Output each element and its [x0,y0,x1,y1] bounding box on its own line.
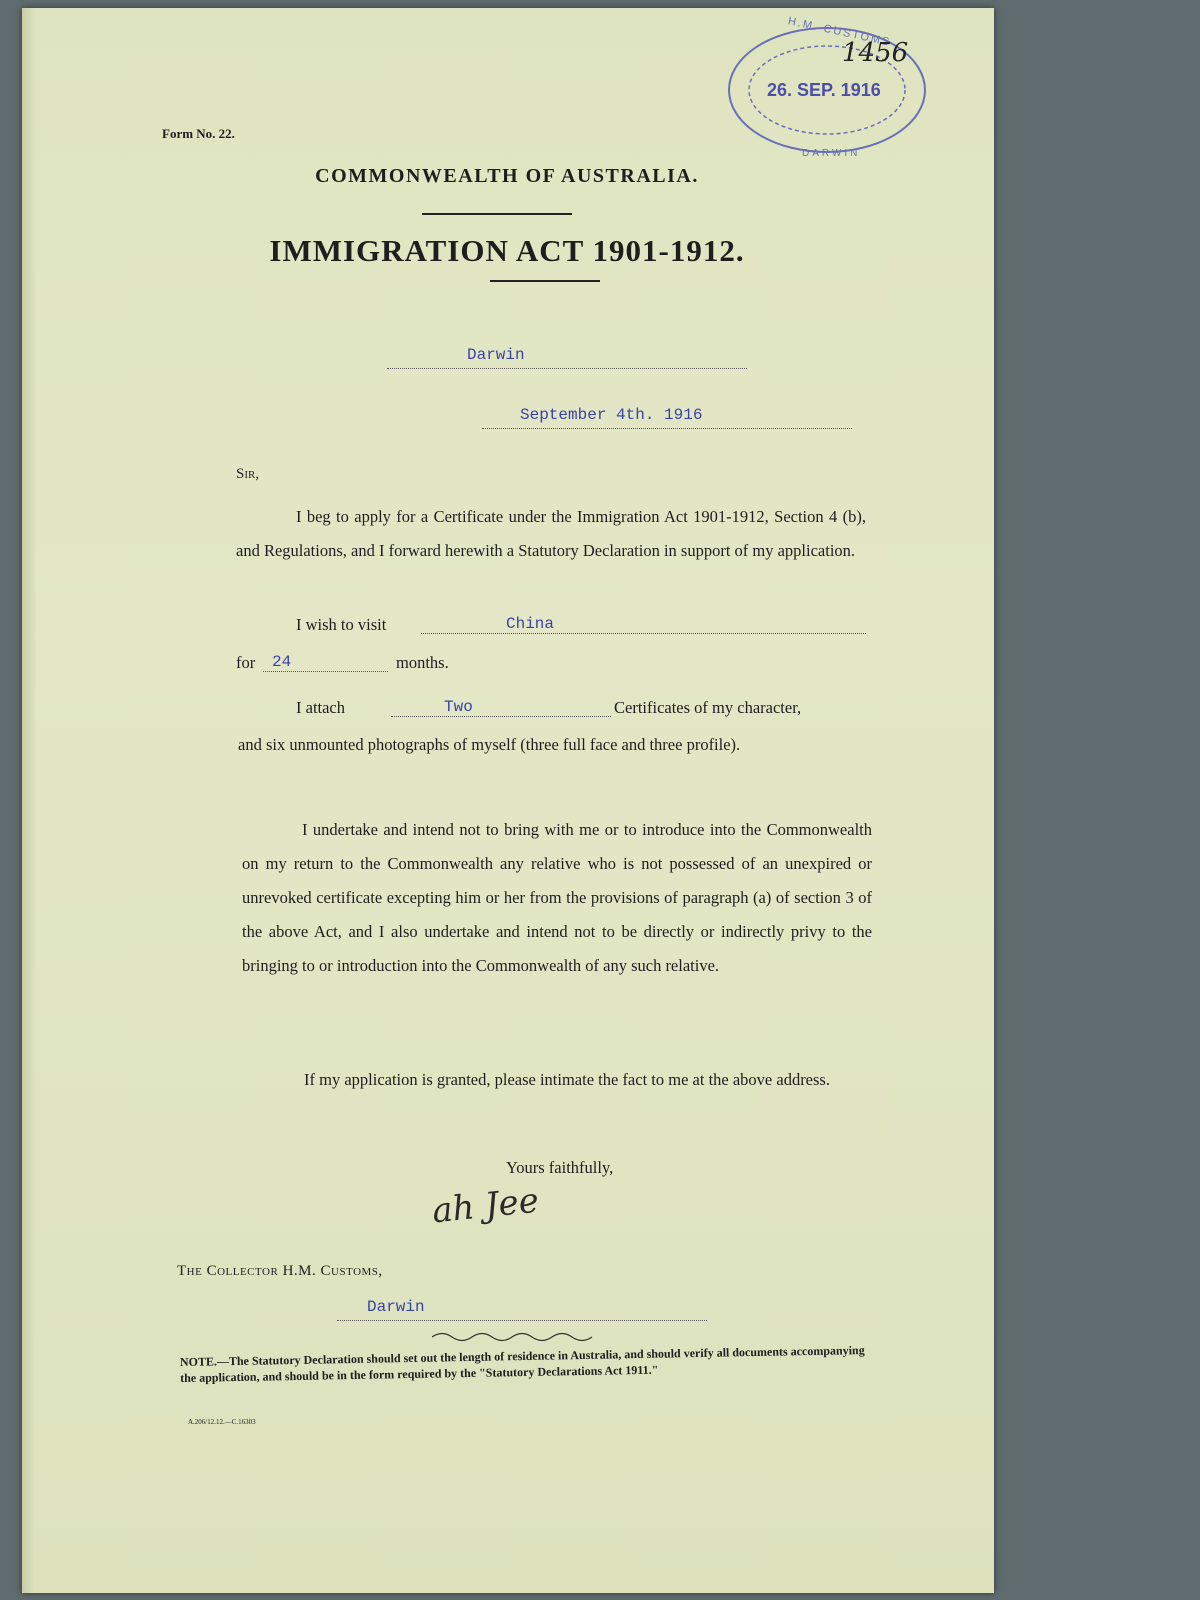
salutation: Sir, [236,466,260,482]
visit-label: I wish to visit [296,615,387,634]
paragraph-application: I beg to apply for a Certificate under the Immigration Act 1901-1912, Section 4 (b), and Regulations, and I forward herewith a Statutory Declaration in support of my application. [236,507,866,560]
handwritten-number: 1456 [842,38,909,68]
divider [490,280,600,282]
months-label: months. [396,653,449,672]
squiggle-icon [432,1330,602,1344]
date-field [482,406,852,429]
stamp-place: DARWIN [802,148,861,159]
attach-line [296,698,866,718]
typed-months: 24 [272,653,292,671]
for-label: for [236,653,256,672]
divider [422,213,572,215]
place-field [387,346,747,369]
commonwealth-heading: COMMONWEALTH OF AUSTRALIA. [315,165,699,187]
visit-blank [421,633,866,634]
paragraph-photographs: and six unmounted photographs of myself (three full face and three profile). [238,735,741,754]
paragraph-intimation: If my application is granted, please intimate the fact to me at the above address. [304,1070,830,1089]
typed-date: September 4th. 1916 [520,406,703,424]
months-blank [263,671,388,672]
certificates-blank [391,716,611,717]
stamp-office: H.M. CUSTOMS [786,15,893,49]
visit-line [296,615,866,645]
addressee: The Collector H.M. Customs, [177,1263,383,1279]
paragraph-undertaking: I undertake and intend not to bring with me or to introduce into the Commonwealth on my return to the Commonwealth any relative who is not possessed of an unexpired or unrevoked certificate excepting him or her from the provisions of paragraph (a) of section 3 of the above Act, and I also undertake and intend not to be directly or indirectly privy to the bringing to or introduction into the Commonwealth of any such relative. [242,820,872,975]
document-page [22,8,994,1593]
footnote: NOTE.—The Statutory Declaration should set out the length of residence in Australia, and should verify all documents accompanying the application, and should be in the form required by the "Statutory Declarations Act 1911." [179,1343,865,1386]
signature: ah Jee [430,1180,541,1232]
typed-place: Darwin [467,346,525,364]
attach-label: I attach [296,698,346,717]
collector-place-field [337,1298,707,1321]
typed-collector-place: Darwin [367,1298,425,1316]
stamp-date: 26. SEP. 1916 [767,80,881,100]
typed-destination: China [506,615,555,633]
duration-line [236,653,536,673]
print-reference: A.206/12.12.—C.16303 [188,1418,256,1426]
certificates-label: Certificates of my character, [614,698,802,717]
form-number: Form No. 22. [162,126,235,141]
closing: Yours faithfully, [506,1158,614,1177]
typed-certificates: Two [444,698,473,716]
act-title: IMMIGRATION ACT 1901-1912. [269,233,745,268]
